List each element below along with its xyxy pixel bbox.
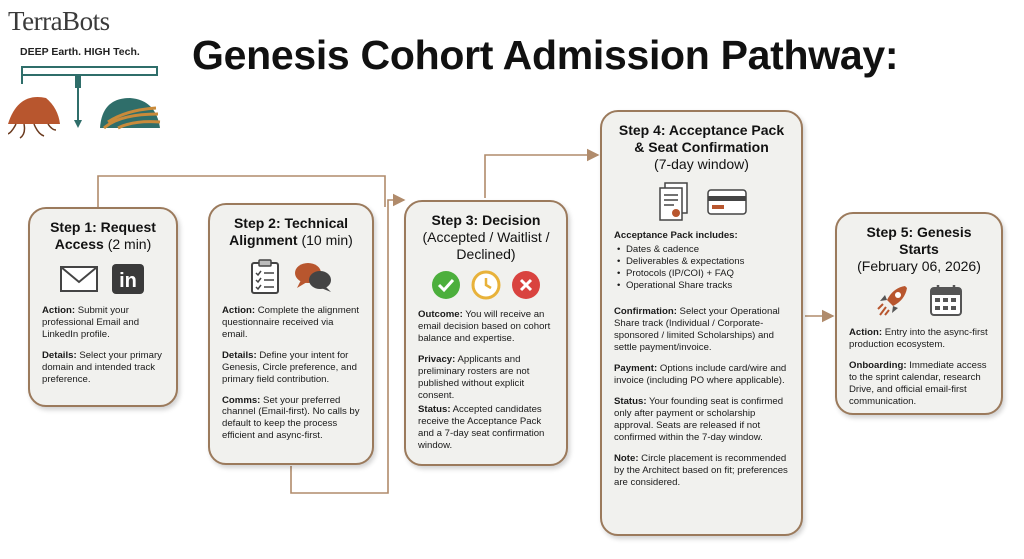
linkedin-logo-text: in [119,269,137,292]
step-5-card [835,212,1003,415]
step-2-comms-text: Set your preferred channel (Email-first). No calls by default to keep the process efficient and async-first. [222,394,360,442]
step-2-action-label: Action: [222,304,256,316]
step-1-title: Step 1: Request Access [50,219,156,252]
step-1-action-label: Action: [42,304,76,316]
step-2-icons [222,259,360,295]
step-1-subtitle: (2 min) [107,235,152,252]
cross-icon [511,270,541,300]
step-3-outcome [418,309,554,345]
step-2-comms [222,395,360,443]
step-1-details-text: Select your primary domain and intended track preference. [42,349,162,385]
step-2-card [208,203,374,465]
step-5-onboarding [849,360,989,408]
step-4-heading [614,122,789,172]
step-4-confirmation-label: Confirmation: [614,306,677,318]
step-5-subtitle: (February 06, 2026) [857,257,981,274]
step-4-card [600,110,803,536]
step-2-details-text: Define your intent for Genesis, Circle preference, and primary field contribution. [222,349,357,385]
step-1-icons [42,263,164,295]
step-4-title: Step 4: Acceptance Pack & Seat Confirmation [618,122,785,155]
documents-icon [657,182,689,222]
step-4-note [614,453,789,489]
list-item: • Protocols (IP/COI) + FAQ [614,268,789,280]
step-4-items [614,244,789,292]
step-4-pack-list [614,230,789,292]
step-3-heading [418,212,554,262]
step-3-privacy-label: Privacy: [418,354,456,366]
step-5-action-label: Action: [849,327,883,339]
step-4-confirmation-text: Select your Operational Share track (Individual / Corporate-sponsored / limited Scholarships) and settle payment/invoice. [614,306,780,354]
step-3-status-text: Accepted candidates receive the Acceptance Pack and a 7-day seat confirmation window. [418,404,545,452]
step-3-status-label: Status: [418,404,451,416]
rocket-icon [875,282,911,318]
step-4-icons [614,182,789,222]
step-4-payment-label: Payment: [614,363,658,375]
step-4-list-label: Acceptance Pack includes: [614,230,738,242]
step-1-details [42,350,164,386]
envelope-icon [59,264,99,294]
step-2-details [222,350,360,386]
step-4-note-text: Circle placement is recommended by the Architect based on fit; preferences are considered. [614,453,788,489]
step-5-onboarding-text: Immediate access to the sprint calendar, research Drive, and official email-first communication. [849,360,987,408]
connector-step3-to-step4 [485,155,598,198]
step-3-outcome-label: Outcome: [418,309,463,321]
step-3-privacy-text: Applicants and preliminary rosters are not published without explicit consent. [418,354,530,402]
step-5-onboarding-label: Onboarding: [849,360,907,372]
list-item: • Deliverables & expectations [614,256,789,268]
step-5-title: Step 5: Genesis Starts [866,224,972,257]
step-2-action-text: Complete the alignment questionnaire received via email. [222,304,360,340]
list-item: • Operational Share tracks [614,280,789,292]
step-4-status-text: Your founding seat is confirmed only after payment or scholarship approval. Seats are released if not confirmed within the 7-day window. [614,396,784,444]
step-4-payment [614,363,789,387]
step-2-subtitle: (10 min) [301,231,353,248]
step-1-card [28,207,178,407]
step-2-title: Step 2: Technical Alignment [229,215,349,248]
step-3-icons [418,270,554,300]
step-5-action-text: Entry into the async-first production ecosystem. [849,327,988,351]
logo-name: TerraBots [8,6,110,36]
step-4-confirmation [614,306,789,354]
step-2-details-label: Details: [222,349,257,361]
clock-icon [471,270,501,300]
linkedin-icon [111,263,147,295]
step-2-action [222,305,360,341]
step-4-note-label: Note: [614,453,639,465]
page-title: Genesis Cohort Admission Pathway: [192,32,899,78]
check-icon [431,270,461,300]
step-1-details-label: Details: [42,349,77,361]
step-3-subtitle: (Accepted / Waitlist / Declined) [422,228,550,262]
clipboard-icon [249,259,281,295]
step-3-card [404,200,568,466]
step-5-heading [849,224,989,274]
step-2-heading [222,215,360,249]
step-1-action-text: Submit your professional Email and LinkedIn profile. [42,304,140,340]
step-3-title: Step 3: Decision [431,212,541,228]
chat-bubbles-icon [293,260,333,294]
step-1-action [42,305,164,341]
step-5-icons [849,282,989,318]
credit-card-icon [707,188,747,216]
step-3-outcome-text: You will receive an email decision based on cohort balance and expertise. [418,309,551,345]
step-4-subtitle: (7-day window) [654,155,749,172]
list-item: • Dates & cadence [614,244,789,256]
step-4-payment-text: Options include card/wire and invoice (including PO where applicable). [614,363,787,387]
step-4-status-label: Status: [614,396,647,408]
logo-tagline: DEEP Earth. HIGH Tech. [20,46,140,58]
step-5-action [849,327,989,351]
step-1-heading [42,219,164,253]
calendar-icon [929,283,963,317]
step-3-status [418,404,554,452]
step-4-status [614,396,789,444]
step-3-privacy [418,354,554,402]
step-2-comms-label: Comms: [222,394,261,406]
